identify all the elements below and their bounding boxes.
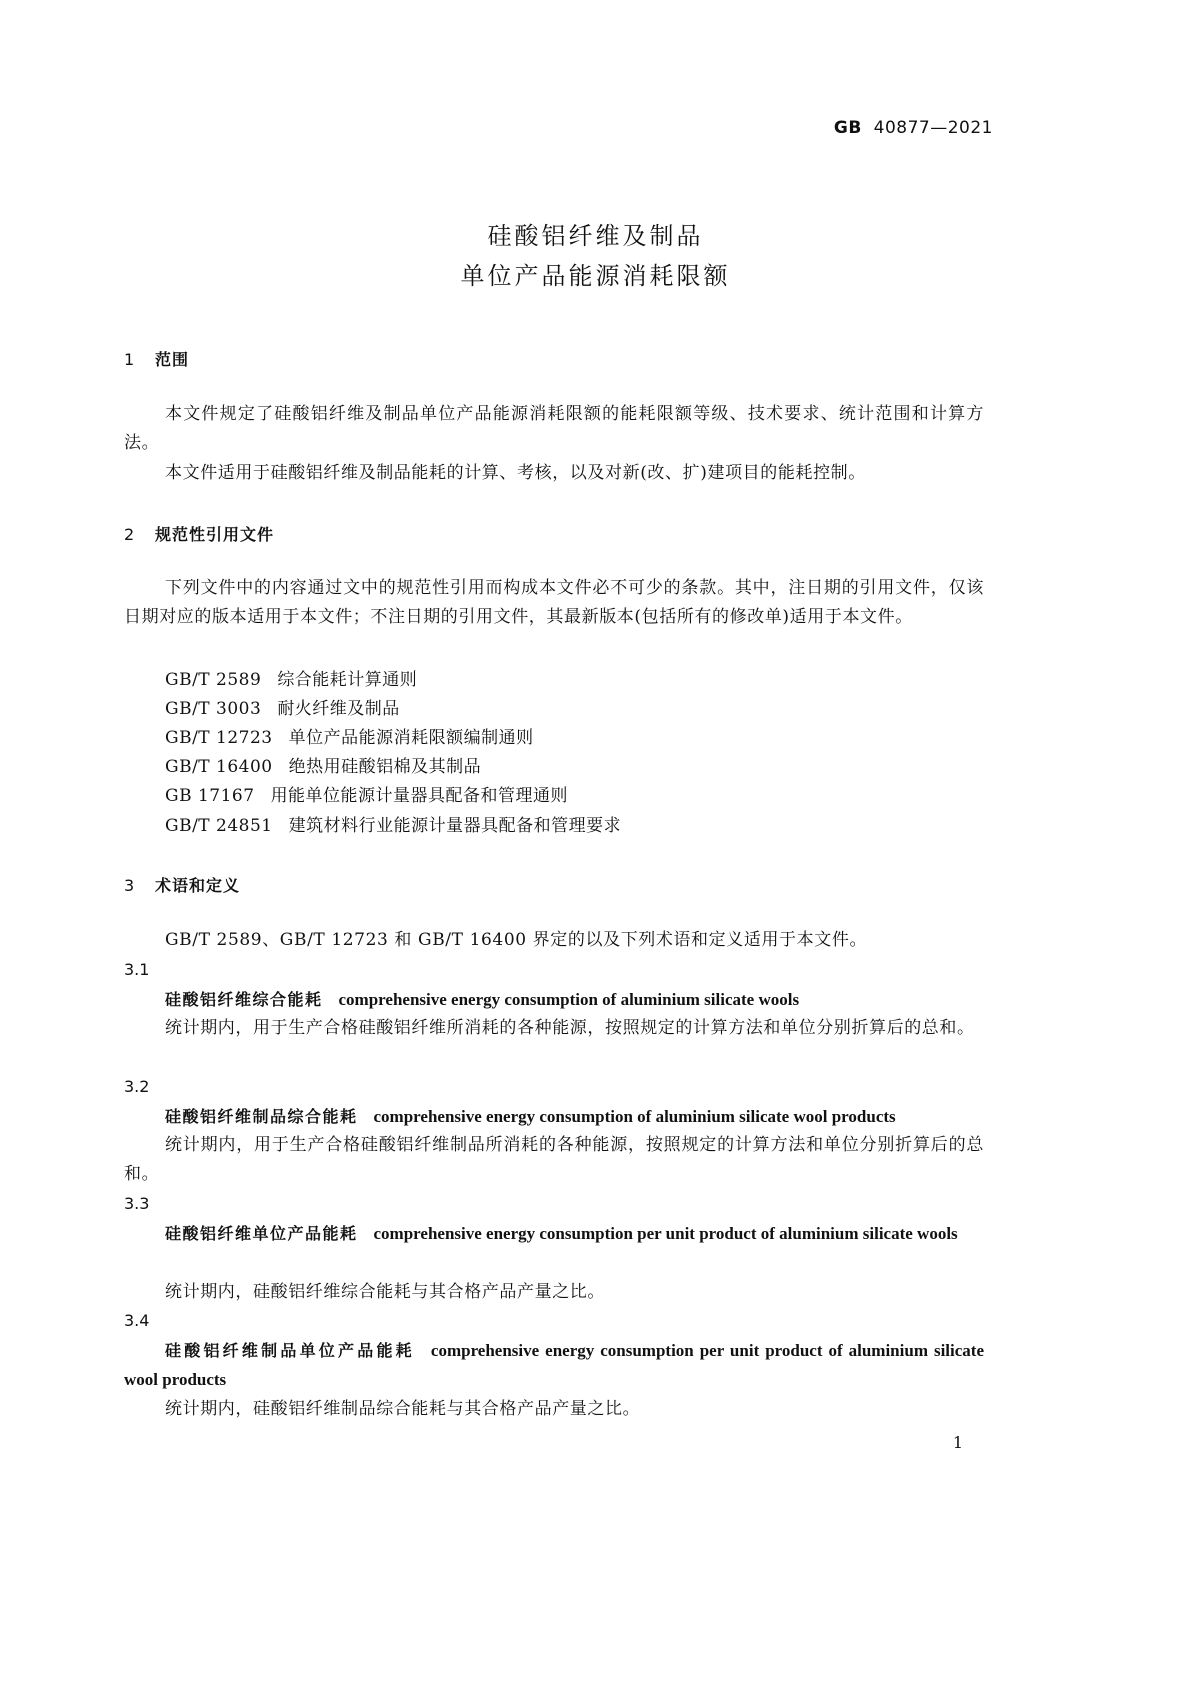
section-heading-scope [124, 347, 189, 370]
term-definition: 统计期内，用于生产合格硅酸铝纤维所消耗的各种能源，按照规定的计算方法和单位分别折算后的总和。 [165, 1018, 975, 1038]
reference-name: 单位产品能源消耗限额编制通则 [288, 728, 534, 748]
section-number: 2 [124, 525, 136, 544]
reference-code: GB/T 3003 [165, 699, 262, 719]
section-number: 3 [124, 876, 136, 895]
reference-item [165, 752, 481, 777]
scope-paragraph-2: 本文件适用于硅酸铝纤维及制品能耗的计算、考核，以及对新(改、扩)建项目的能耗控制。 [165, 463, 866, 483]
term-english: comprehensive energy consumption of aluminium silicate wool products [373, 1107, 896, 1126]
reference-code: GB/T 2589 [165, 670, 262, 690]
term-english: comprehensive energy consumption per unit product of aluminium silicate wools [373, 1224, 958, 1243]
section-number: 1 [124, 350, 136, 369]
reference-code: GB/T 24851 [165, 816, 273, 836]
term-chinese: 硅酸铝纤维综合能耗 [165, 990, 323, 1009]
reference-code: GB/T 16400 [165, 757, 273, 777]
term-number: 3.4 [124, 1311, 150, 1330]
reference-item [165, 665, 417, 690]
term-entry [124, 985, 984, 1014]
terms-intro-paragraph: GB/T 2589、GB/T 12723 和 GB/T 16400 界定的以及下列术语和定义适用于本文件。 [165, 930, 868, 950]
term-entry [124, 1102, 984, 1131]
document-title-line1: 硅酸铝纤维及制品 [487, 222, 704, 250]
section-heading-normative-references [124, 522, 274, 545]
term-entry [124, 1336, 984, 1394]
section-heading-terms-definitions [124, 873, 240, 896]
reference-code: GB 17167 [165, 786, 255, 806]
document-title-line2: 单位产品能源消耗限额 [460, 262, 731, 290]
term-english: comprehensive energy consumption of aluminium silicate wools [338, 990, 800, 1009]
section-title: 术语和定义 [155, 876, 241, 895]
scope-paragraph-1: 本文件规定了硅酸铝纤维及制品单位产品能源消耗限额的能耗限额等级、技术要求、统计范围和计算方法。 [124, 404, 984, 453]
reference-code: GB/T 12723 [165, 728, 273, 748]
term-english: comprehensive energy consumption per unit product of aluminium silicate wool products [124, 1341, 984, 1389]
term-definition: 统计期内，用于生产合格硅酸铝纤维制品所消耗的各种能源，按照规定的计算方法和单位分别折算后的总和。 [124, 1135, 984, 1184]
reference-item [165, 723, 534, 748]
standard-number: 40877—2021 [873, 118, 993, 138]
reference-item [165, 811, 621, 836]
references-intro-paragraph: 下列文件中的内容通过文中的规范性引用而构成本文件必不可少的条款。其中，注日期的引用文件，仅该日期对应的版本适用于本文件；不注日期的引用文件，其最新版本(包括所有的修改单)适用于本文件。 [124, 578, 984, 627]
reference-name: 建筑材料行业能源计量器具配备和管理要求 [288, 816, 622, 836]
term-number: 3.2 [124, 1077, 150, 1096]
term-definition: 统计期内，硅酸铝纤维制品综合能耗与其合格产品产量之比。 [165, 1399, 641, 1419]
reference-name: 用能单位能源计量器具配备和管理通则 [270, 786, 569, 806]
reference-item [165, 781, 568, 806]
term-definition: 统计期内，硅酸铝纤维综合能耗与其合格产品产量之比。 [165, 1282, 605, 1302]
term-number: 3.3 [124, 1194, 150, 1213]
standard-code [834, 118, 993, 138]
term-chinese: 硅酸铝纤维制品单位产品能耗 [165, 1341, 415, 1360]
term-chinese: 硅酸铝纤维单位产品能耗 [165, 1224, 358, 1243]
reference-name: 绝热用硅酸铝棉及其制品 [288, 757, 482, 777]
section-title: 规范性引用文件 [155, 525, 275, 544]
reference-name: 综合能耗计算通则 [277, 670, 418, 690]
reference-item [165, 694, 400, 719]
term-entry [124, 1219, 984, 1248]
term-chinese: 硅酸铝纤维制品综合能耗 [165, 1107, 358, 1126]
section-title: 范围 [155, 350, 190, 369]
term-number: 3.1 [124, 960, 150, 979]
page-number: 1 [952, 1433, 963, 1452]
standard-prefix: GB [833, 118, 862, 138]
reference-name: 耐火纤维及制品 [277, 699, 400, 719]
